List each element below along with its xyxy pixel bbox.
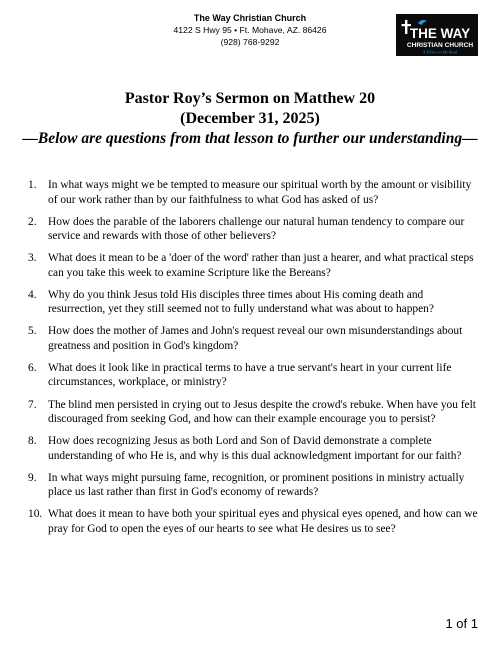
question-text: What does it look like in practical terms to have a true servant's heart in your current life circumstances, workplace, or ministry? (48, 361, 452, 389)
question-text: What does it mean to be a 'doer of the word' rather than just a hearer, and what practical steps can you take this week to examine Scripture like the Bereans? (48, 252, 474, 279)
church-address: 4122 S Hwy 95 • Ft. Mohave, AZ. 86426 (173, 25, 327, 35)
question-number: 8. (28, 435, 37, 448)
sermon-title: Pastor Roy’s Sermon on Matthew 20 (124, 90, 376, 107)
question-number: 4. (28, 288, 37, 301)
question-number: 5. (28, 325, 37, 338)
question-number: 6. (28, 361, 37, 374)
list-item (28, 471, 480, 500)
list-item (28, 434, 480, 463)
question-number: 9. (28, 471, 37, 484)
list-item (28, 398, 480, 427)
sermon-title-block (0, 89, 500, 149)
church-logo (396, 14, 478, 56)
logo-line2: CHRISTIAN CHURCH (406, 42, 474, 49)
list-item (28, 324, 480, 353)
question-text: Why do you think Jesus told His disciples three times about His coming death and resurrection, yet they still seemed not to fully understand what was about to happen? (48, 288, 434, 316)
question-number: 2. (28, 215, 37, 228)
question-text: What does it mean to have both your spiritual eyes and physical eyes opened, and how can we pray for God to open the eyes of our hearts to see what He desires us to see? (48, 508, 478, 535)
list-item (28, 507, 480, 536)
question-number: 1. (28, 179, 37, 191)
question-text: The blind men persisted in crying out to Jesus despite the crowd's rebuke. When have you felt discouraged from seeking God, and how can their example encourage you to persist? (48, 398, 476, 426)
logo-tagline: A Place to Be Real (422, 49, 458, 55)
church-name: The Way Christian Church (193, 13, 307, 23)
question-text: In what ways might pursuing fame, recognition, or prominent positions in ministry actually place us last rather than first in God's economy of rewards? (48, 471, 465, 499)
sermon-subtitle: —Below are questions from that lesson to further our understanding— (22, 130, 478, 147)
question-number: 7. (28, 398, 37, 411)
question-number: 10. (28, 508, 43, 521)
list-item (28, 178, 480, 207)
question-text: How does the parable of the laborers challenge our natural human tendency to compare our service and rewards with those of other believers? (48, 215, 465, 243)
list-item (28, 288, 480, 317)
question-text: How does recognizing Jesus as both Lord and Son of David demonstrate a complete understanding of who He is, and why is this dual acknowledgment important for our faith? (48, 435, 462, 462)
question-text: In what ways might we be tempted to measure our spiritual worth by the amount or visibility of our work rather than by our faithfulness to what God has asked of us? (48, 179, 472, 206)
question-list (28, 178, 480, 544)
list-item (28, 251, 480, 280)
question-number: 3. (28, 252, 37, 265)
page-number: 1 of 1 (445, 616, 478, 631)
list-item (28, 215, 480, 244)
logo-line1: THE WAY (409, 26, 471, 41)
question-text: How does the mother of James and John's request reveal our own misunderstandings about greatness and position in God's kingdom? (48, 325, 463, 352)
church-phone: (928) 768-9292 (220, 37, 280, 47)
sermon-date: (December 31, 2025) (180, 110, 320, 127)
list-item (28, 361, 480, 390)
logo-graphic (396, 14, 478, 56)
